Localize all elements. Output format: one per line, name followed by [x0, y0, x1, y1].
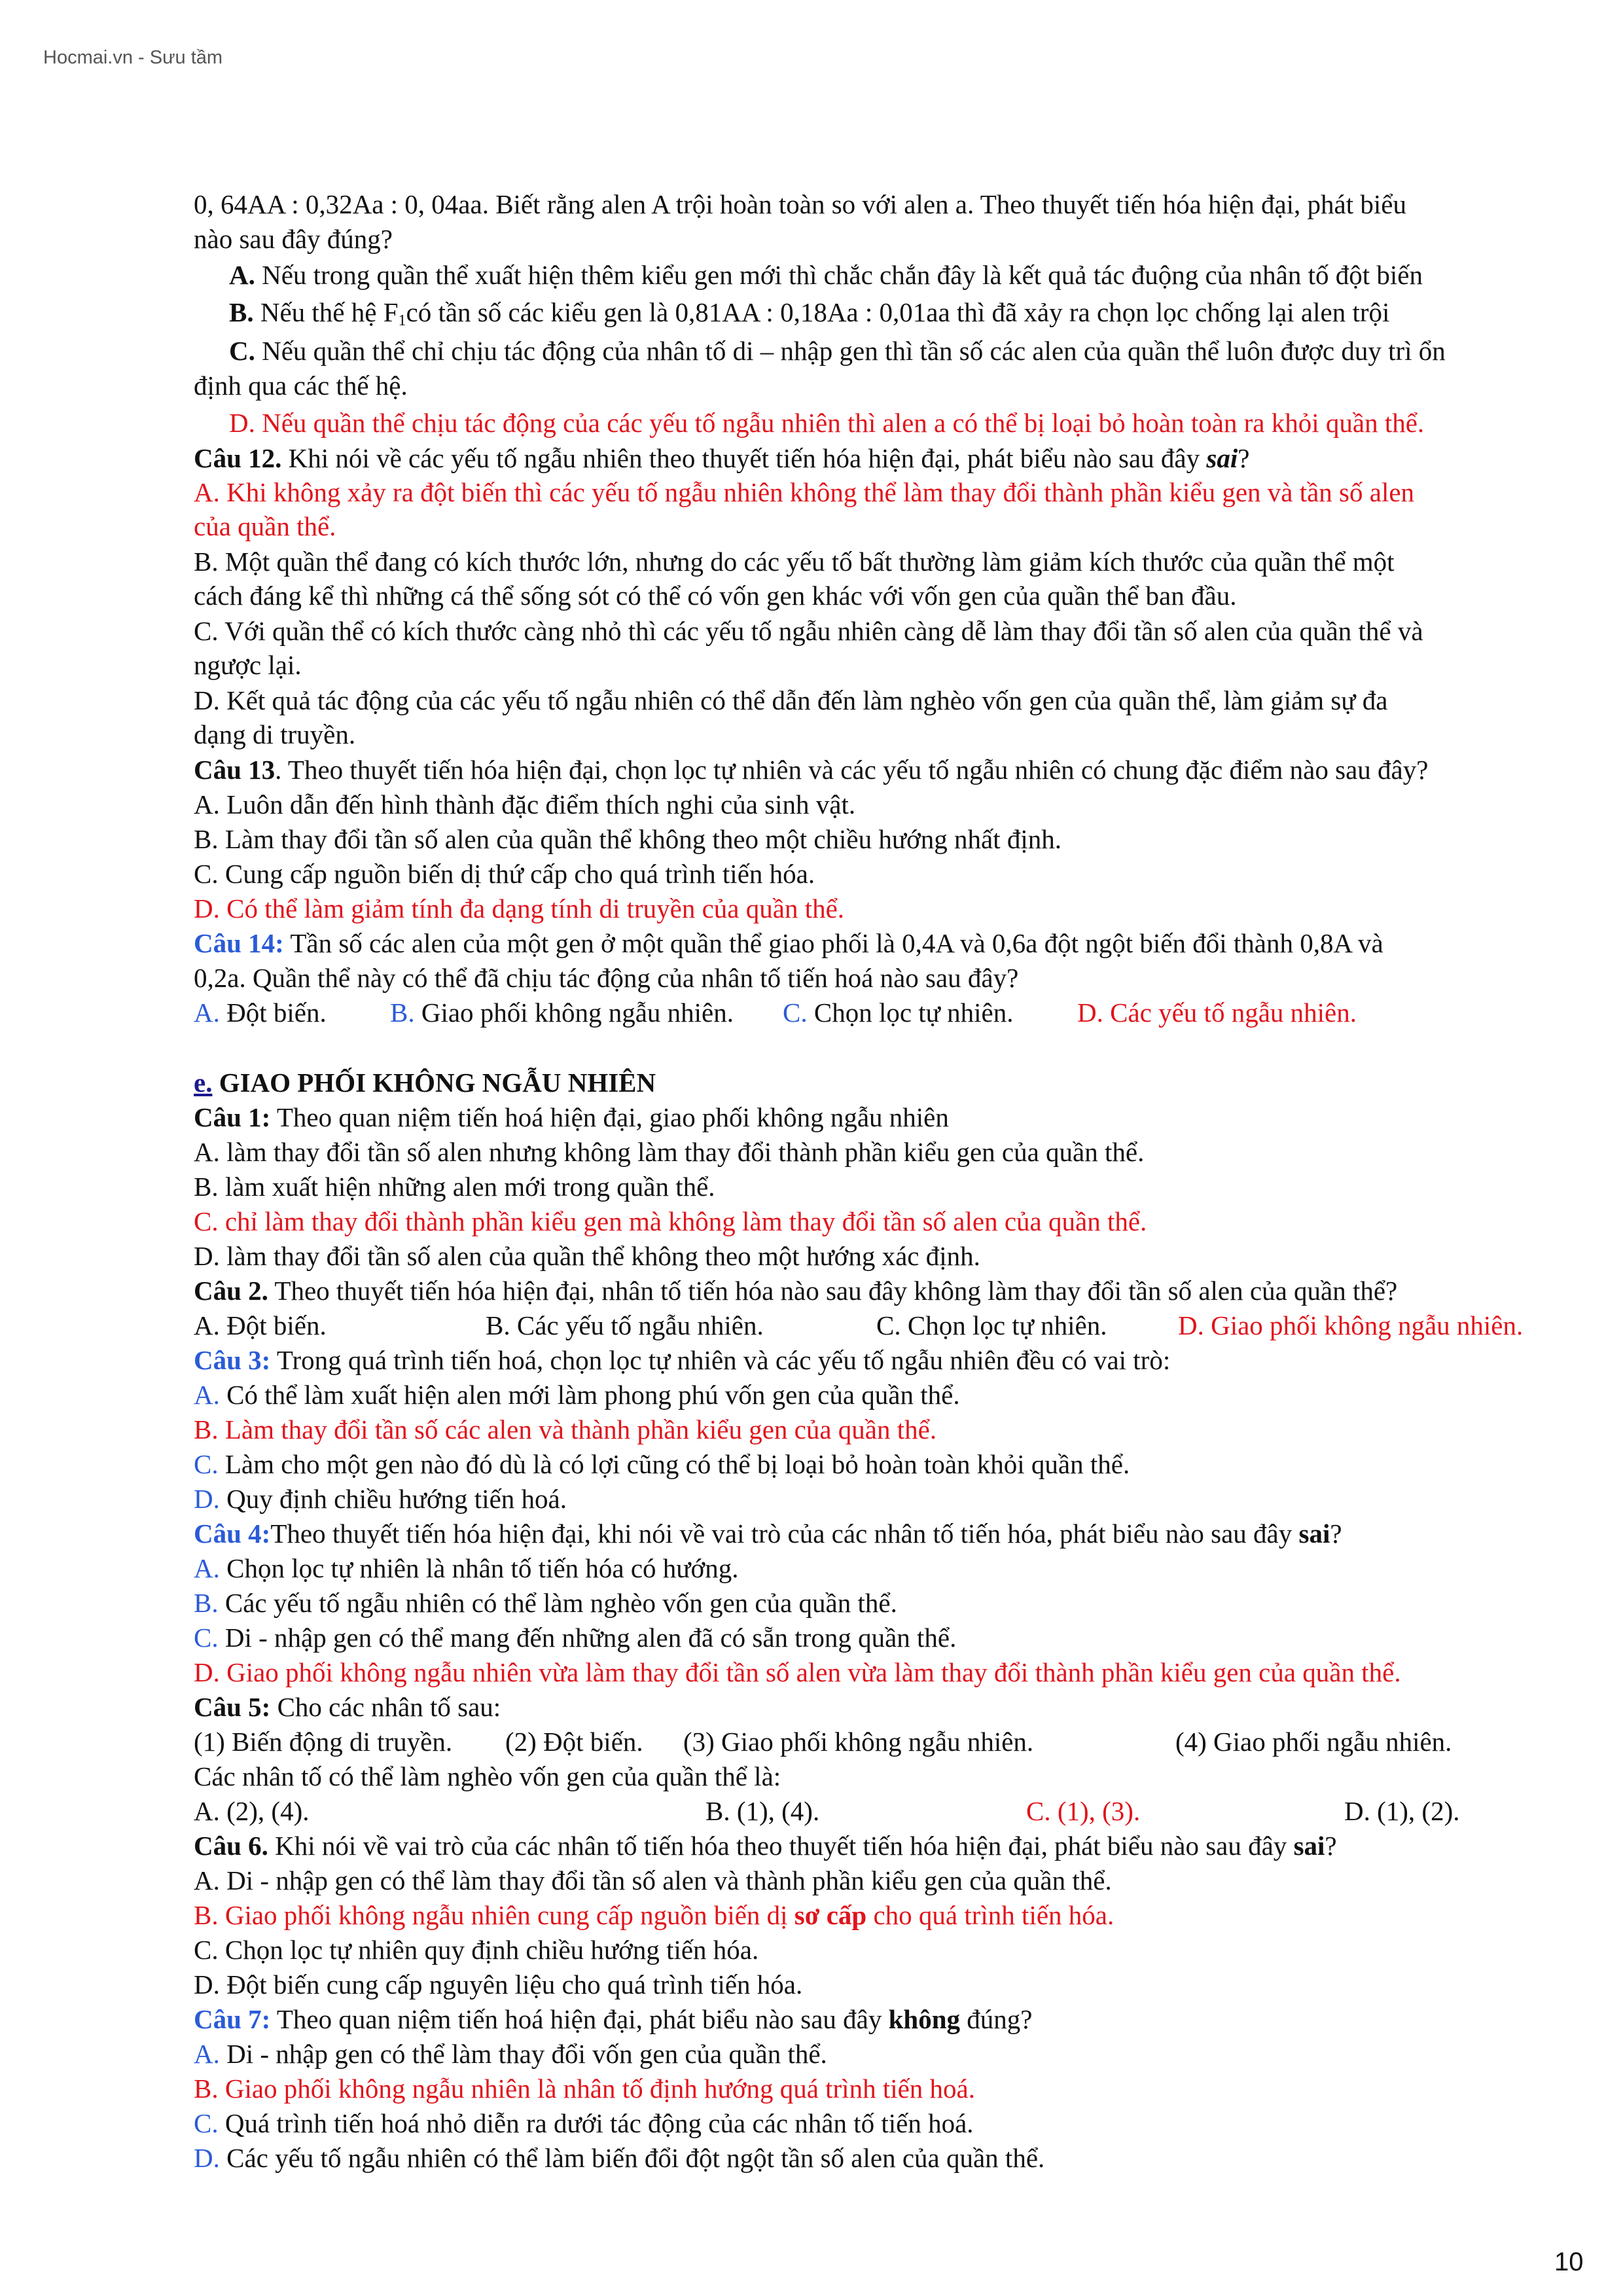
q14-options	[194, 999, 327, 1026]
q12-option-b: B. Một quần thể đang có kích thước lớn, nhưng do các yếu tố bất thường làm giảm kích thước của quần thể một	[194, 547, 1395, 577]
q12-stem	[194, 445, 1249, 472]
question-text: Theo thuyết tiến hóa hiện đại, khi nói về vai trò của các nhân tố tiến hóa, phát biểu nào sau đây	[270, 1518, 1299, 1549]
question-text: Theo quan niệm tiến hoá hiện đại, phát biểu nào sau đây	[270, 2004, 889, 2034]
s7-stem	[194, 2006, 1032, 2033]
s4-option-a	[194, 1555, 738, 1582]
s2-option-b: B. Các yếu tố ngẫu nhiên.	[486, 1310, 764, 1340]
header-source: Hocmai.vn - Sưu tầm	[43, 47, 223, 68]
q11-option-d-answer: D. Nếu quần thể chịu tác động của các yếu tố ngẫu nhiên thì alen a có thể bị loại bỏ hoàn toàn ra khỏi quần thể.	[229, 408, 1425, 438]
s3-stem	[194, 1347, 1170, 1374]
s6-option-d: D. Đột biến cung cấp nguyên liệu cho quá trình tiến hóa.	[194, 1969, 803, 2000]
q11-option-c-cont: định qua các thế hệ.	[194, 370, 408, 401]
option-letter: A.	[194, 1553, 220, 1583]
section-title: GIAO PHỐI KHÔNG NGẪU NHIÊN	[212, 1067, 656, 1098]
q12-option-d-cont: dạng di truyền.	[194, 719, 356, 749]
question-text: Khi nói về các yếu tố ngẫu nhiên theo thuyết tiến hóa hiện đại, phát biểu nào sau đây	[281, 443, 1207, 473]
option-letter: B.	[229, 297, 254, 327]
q13-stem	[194, 757, 1428, 783]
emphasis: sai	[1206, 443, 1238, 473]
s2-stem	[194, 1278, 1397, 1304]
s5-factor-4: (4) Giao phối ngẫu nhiên.	[1175, 1727, 1452, 1757]
q11-stem-line2: nào sau đây đúng?	[194, 224, 393, 254]
s6-stem	[194, 1833, 1337, 1859]
question-text: . Theo thuyết tiến hóa hiện đại, chọn lọc tự nhiên và các yếu tố ngẫu nhiên có chung đặc điểm nào sau đây?	[275, 755, 1429, 785]
option-text: Chọn lọc tự nhiên là nhân tố tiến hóa có hướng.	[219, 1553, 739, 1583]
option-letter: A.	[194, 1380, 220, 1410]
s5-option-b: B. (1), (4).	[705, 1796, 820, 1826]
question-label: Câu 6.	[194, 1831, 268, 1861]
s1-option-b: B. làm xuất hiện những alen mới trong quần thể.	[194, 1172, 715, 1202]
option-text: Quá trình tiến hoá nhỏ diễn ra dưới tác động của các nhân tố tiến hoá.	[218, 2108, 974, 2138]
q14-option-d-answer: D. Các yếu tố ngẫu nhiên.	[1077, 997, 1357, 1028]
option-letter: A.	[194, 2039, 220, 2069]
s3-option-d	[194, 1486, 567, 1513]
option-letter: C.	[194, 2108, 219, 2138]
option-text: Di - nhập gen có thể mang đến những alen đã có sẵn trong quần thể.	[218, 1623, 957, 1653]
s4-option-d-answer: D. Giao phối không ngẫu nhiên vừa làm thay đổi tần số alen vừa làm thay đổi thành phần kiểu gen của quần thể.	[194, 1657, 1401, 1687]
s5-factor-1: (1) Biến động di truyền.	[194, 1727, 453, 1757]
s5-prompt: Các nhân tố có thể làm nghèo vốn gen của quần thể là:	[194, 1761, 781, 1791]
question-label: Câu 2.	[194, 1276, 268, 1306]
q11-stem-line1: 0, 64AA : 0,32Aa : 0, 04aa. Biết rằng alen A trội hoàn toàn so với alen a. Theo thuyết tiến hóa hiện đại, phát biểu	[194, 189, 1406, 219]
option-letter: B.	[194, 1588, 219, 1618]
s1-option-c-answer: C. chỉ làm thay đổi thành phần kiểu gen mà không làm thay đổi tần số alen của quần thể.	[194, 1206, 1147, 1236]
s1-option-d: D. làm thay đổi tần số alen của quần thể không theo một hướng xác định.	[194, 1241, 980, 1271]
subscript: 1	[398, 312, 406, 329]
option-text: Nếu quần thể chỉ chịu tác động của nhân tố di – nhập gen thì tần số các alen của quần thể luôn được duy trì ổn	[262, 336, 1446, 366]
question-text-end: đúng?	[960, 2004, 1033, 2034]
s6-option-b-answer	[194, 1902, 1114, 1929]
emphasis: sơ cấp	[794, 1900, 867, 1930]
option-letter: C.	[229, 336, 255, 366]
question-label: Câu 7:	[194, 2004, 271, 2034]
q12-option-c-cont: ngược lại.	[194, 650, 302, 680]
s3-option-a	[194, 1382, 960, 1408]
section-heading	[194, 1069, 656, 1096]
s3-option-b-answer: B. Làm thay đổi tần số các alen và thành phần kiểu gen của quần thể.	[194, 1414, 937, 1444]
q11-option-c	[229, 338, 1446, 365]
option-text: Làm cho một gen nào đó dù là có lợi cũng có thể bị loại bỏ hoàn toàn khỏi quần thể.	[218, 1449, 1130, 1479]
option-letter: D.	[194, 2143, 220, 2173]
s2-option-a: A. Đột biến.	[194, 1310, 327, 1340]
q13-option-a: A. Luôn dẫn đến hình thành đặc điểm thích nghi của sinh vật.	[194, 789, 856, 819]
question-label: Câu 4:	[194, 1518, 271, 1549]
q13-option-d-answer: D. Có thể làm giảm tính đa dạng tính di truyền của quần thể.	[194, 893, 845, 924]
option-letter: D.	[194, 1484, 220, 1514]
option-text: Các yếu tố ngẫu nhiên có thể làm nghèo vốn gen của quần thể.	[218, 1588, 897, 1618]
s5-stem	[194, 1694, 501, 1721]
section-marker: e.	[194, 1067, 213, 1098]
s6-option-c: C. Chọn lọc tự nhiên quy định chiều hướng tiến hóa.	[194, 1935, 759, 1965]
emphasis: sai	[1293, 1831, 1325, 1861]
option-text: Di - nhập gen có thể làm thay đổi vốn gen của quần thể.	[219, 2039, 827, 2069]
question-text: Tần số các alen của một gen ở một quần thể giao phối là 0,4A và 0,6a đột ngột biến đổi thành 0,8A và	[283, 928, 1383, 958]
q14-stem	[194, 930, 1383, 957]
question-text-end: ?	[1325, 1831, 1337, 1861]
option-text: Nếu trong quần thể xuất hiện thêm kiểu gen mới thì chắc chắn đây là kết quả tác đuộng của nhân tố đột biến	[262, 260, 1423, 290]
q13-option-b: B. Làm thay đổi tần số alen của quần thể không theo một chiều hướng nhất định.	[194, 824, 1062, 854]
s1-option-a: A. làm thay đổi tần số alen nhưng không làm thay đổi thành phần kiểu gen của quần thể.	[194, 1137, 1145, 1167]
question-text: Trong quá trình tiến hoá, chọn lọc tự nhiên và các yếu tố ngẫu nhiên đều có vai trò:	[270, 1345, 1171, 1375]
q14-option-b	[390, 999, 734, 1026]
q11-option-a	[229, 262, 1423, 289]
q11-option-b	[229, 299, 1389, 329]
option-text: Nếu thế hệ F	[260, 297, 399, 327]
q12-option-d: D. Kết quả tác động của các yếu tố ngẫu nhiên có thể dẫn đến làm nghèo vốn gen của quần thể, làm giảm sự đa	[194, 685, 1388, 715]
s4-stem	[194, 1520, 1342, 1547]
q12-option-a-cont: của quần thể.	[194, 511, 336, 541]
q12-option-a-answer: A. Khi không xảy ra đột biến thì các yếu tố ngẫu nhiên không thể làm thay đổi thành phần kiểu gen và tần số alen	[194, 477, 1415, 507]
s3-option-c	[194, 1451, 1130, 1478]
q13-option-c: C. Cung cấp nguồn biến dị thứ cấp cho quá trình tiến hóa.	[194, 859, 815, 889]
q12-option-c: C. Với quần thể có kích thước càng nhỏ thì các yếu tố ngẫu nhiên càng dễ làm thay đổi tần số alen của quần thể và	[194, 616, 1423, 646]
s5-option-c-answer: C. (1), (3).	[1026, 1796, 1141, 1826]
option-text: Các yếu tố ngẫu nhiên có thể làm biến đổi đột ngột tần số alen của quần thể.	[219, 2143, 1045, 2173]
option-text: có tần số các kiểu gen là 0,81AA : 0,18Aa : 0,01aa thì đã xảy ra chọn lọc chống lại alen trội	[406, 297, 1390, 327]
s7-option-a	[194, 2041, 827, 2068]
emphasis: không	[888, 2004, 961, 2034]
s5-option-a: A. (2), (4).	[194, 1796, 310, 1826]
q12-option-b-cont: cách đáng kể thì những cá thể sống sót có thể có vốn gen khác với vốn gen của quần thể ban đầu.	[194, 581, 1237, 611]
s5-factor-2: (2) Đột biến.	[505, 1727, 643, 1757]
question-label: Câu 5:	[194, 1692, 271, 1722]
s6-option-a: A. Di - nhập gen có thể làm thay đổi tần số alen và thành phần kiểu gen của quần thể.	[194, 1865, 1112, 1895]
s2-option-d-answer: D. Giao phối không ngẫu nhiên.	[1178, 1310, 1524, 1340]
option-letter: B.	[390, 997, 415, 1028]
page-number: 10	[1554, 2248, 1584, 2276]
option-letter: C.	[194, 1449, 219, 1479]
question-text: Cho các nhân tố sau:	[270, 1692, 501, 1722]
s1-stem	[194, 1104, 949, 1131]
s5-factor-3: (3) Giao phối không ngẫu nhiên.	[683, 1727, 1034, 1757]
option-text: B. Giao phối không ngẫu nhiên cung cấp nguồn biến dị	[194, 1900, 794, 1930]
s4-option-b	[194, 1590, 897, 1617]
s7-option-b-answer: B. Giao phối không ngẫu nhiên là nhân tố định hướng quá trình tiến hoá.	[194, 2073, 976, 2104]
question-text: Theo thuyết tiến hóa hiện đại, nhân tố tiến hóa nào sau đây không làm thay đổi tần số alen của quần thể?	[268, 1276, 1398, 1306]
s2-option-c: C. Chọn lọc tự nhiên.	[876, 1310, 1107, 1340]
option-letter: C.	[194, 1623, 219, 1653]
s4-option-c	[194, 1624, 956, 1651]
emphasis: sai	[1298, 1518, 1330, 1549]
question-label: Câu 1:	[194, 1102, 271, 1132]
option-text-end: cho quá trình tiến hóa.	[866, 1900, 1115, 1930]
option-letter: A.	[229, 260, 255, 290]
question-text: Khi nói về vai trò của các nhân tố tiến hóa theo thuyết tiến hóa hiện đại, phát biểu nào sau đây	[268, 1831, 1294, 1861]
option-letter: C.	[783, 997, 808, 1028]
question-label: Câu 12.	[194, 443, 282, 473]
option-text: Quy định chiều hướng tiến hoá.	[219, 1484, 567, 1514]
q14-option-c	[783, 999, 1014, 1026]
question-text: Theo quan niệm tiến hoá hiện đại, giao phối không ngẫu nhiên	[270, 1102, 949, 1132]
option-text: Đột biến.	[219, 997, 327, 1028]
s5-option-d: D. (1), (2).	[1344, 1796, 1460, 1826]
question-label: Câu 13	[194, 755, 276, 785]
q14-stem-cont: 0,2a. Quần thể này có thể đã chịu tác động của nhân tố tiến hoá nào sau đây?	[194, 963, 1019, 993]
question-text-end: ?	[1238, 443, 1250, 473]
question-text-end: ?	[1330, 1518, 1342, 1549]
option-text: Có thể làm xuất hiện alen mới làm phong phú vốn gen của quần thể.	[219, 1380, 960, 1410]
option-letter: A.	[194, 997, 220, 1028]
option-text: Giao phối không ngẫu nhiên.	[414, 997, 734, 1028]
question-label: Câu 3:	[194, 1345, 271, 1375]
question-label: Câu 14:	[194, 928, 284, 958]
s7-option-d	[194, 2145, 1044, 2172]
option-text: Chọn lọc tự nhiên.	[807, 997, 1014, 1028]
s7-option-c	[194, 2110, 974, 2137]
